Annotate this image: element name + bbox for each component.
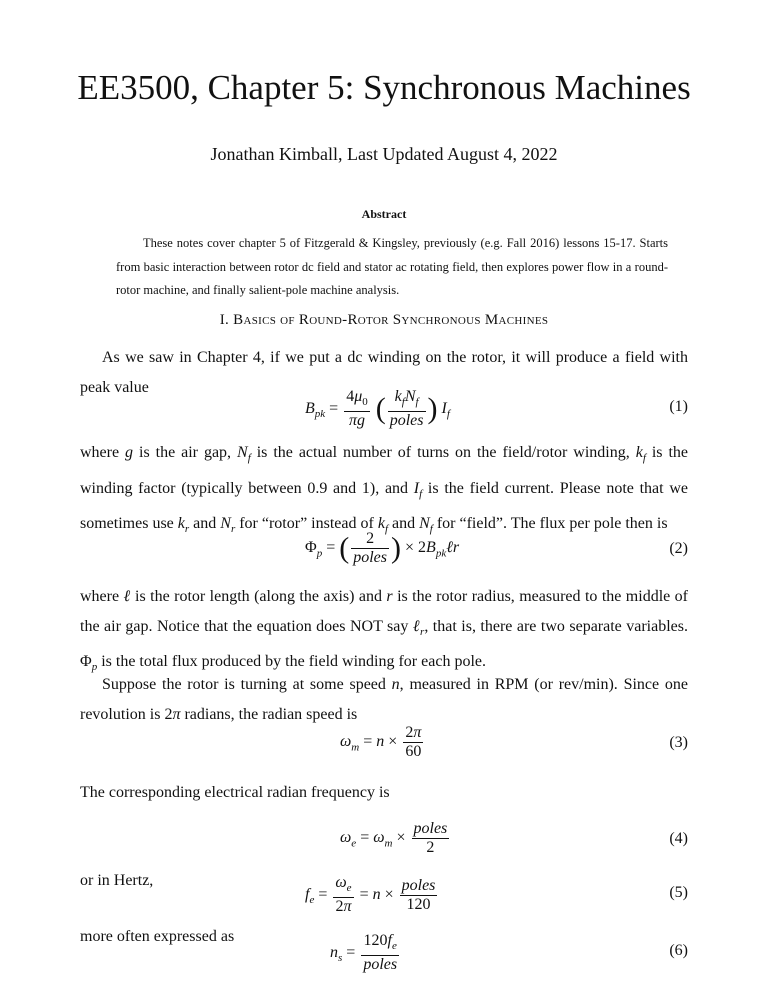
- equation-6: [80, 932, 688, 972]
- equation-number-1: (1): [669, 398, 688, 415]
- document-title: EE3500, Chapter 5: Synchronous Machines: [77, 68, 691, 107]
- paragraph-6: or in Hertz,: [80, 872, 154, 889]
- equation-4: [80, 820, 688, 860]
- equation-number-6: (6): [669, 942, 688, 959]
- equation-4-body: $\omega_e = \omega_m$ × $\frac{\text{poles}}{2}$: [340, 820, 448, 856]
- section-title: Basics of Round-Rotor Synchronous Machines: [233, 312, 549, 328]
- section-number: I.: [219, 312, 230, 328]
- author-line: Jonathan Kimball, Last Updated August 4, 2022: [210, 144, 558, 164]
- abstract-text: These notes cover chapter 5 of Fitzgerald & Kingsley, previously (e.g. Fall 2016) lessons 15-17. Starts from basic interaction between rotor dc field and stator ac rotating field, then explores power flow in a round-rotor machine, and finally salient-pole machine analysis.: [116, 236, 668, 297]
- paragraph-2: where g is the air gap, $N_f$ is the actual number of turns on the field/rotor winding, $k_f$ is the winding factor (typically between 0.9 and 1), and $I_f$ is the field current. Please note that we sometimes use $k_r$ and $N_r$ for “rotor” instead of $k_f$ and $N_f$ for “field”. The flux per pole then is: [80, 444, 688, 536]
- equation-1: [80, 388, 688, 428]
- equation-5-body: $f_e$ = $\frac{\omega_e}{2\pi}$ = n × $\frac{\text{poles}}{120}$: [305, 874, 436, 916]
- paragraph-7: more often expressed as: [80, 928, 235, 945]
- equation-6-body: $n_s$ = $\frac{120f_e}{\text{poles}}$: [330, 932, 398, 974]
- equation-3: [80, 724, 688, 764]
- paragraph-3: where ℓ is the rotor length (along the axis) and r is the rotor radius, measured to the middle of the air gap. Notice that the equation does NOT say ℓ$_r$, that is, there are two separate variables. $\Phi_p$ is the total flux produced by the field winding for each pole.: [80, 588, 689, 674]
- equation-number-2: (2): [669, 540, 688, 557]
- equation-number-5: (5): [669, 884, 688, 901]
- equation-1-body: $B_{pk}$ = $\frac{4\mu_0}{\pi g}$ ( $\frac{k_fN_f}{\text{poles}}$ ) $I_f$: [305, 388, 450, 430]
- equation-2-body: $\Phi_p$ = ( $\frac{2}{\text{poles}}$ ) × $2B_{pk}\ell r$: [305, 530, 460, 566]
- equation-2: [80, 530, 688, 570]
- equation-3-body: $\omega_m = n$ × $\frac{2\pi}{60}$: [340, 724, 422, 760]
- paragraph-5: The corresponding electrical radian frequency is: [80, 784, 390, 801]
- equation-number-4: (4): [669, 830, 688, 847]
- equation-5: [80, 874, 688, 914]
- equation-number-3: (3): [669, 734, 688, 751]
- paragraph-1: As we saw in Chapter 4, if we put a dc winding on the rotor, it will produce a field with peak value: [80, 349, 688, 396]
- section-heading: [0, 312, 768, 329]
- abstract-heading: Abstract: [361, 207, 407, 221]
- paragraph-4: Suppose the rotor is turning at some speed n, measured in RPM (or rev/min). Since one revolution is 2π radians, the radian speed is: [80, 676, 688, 723]
